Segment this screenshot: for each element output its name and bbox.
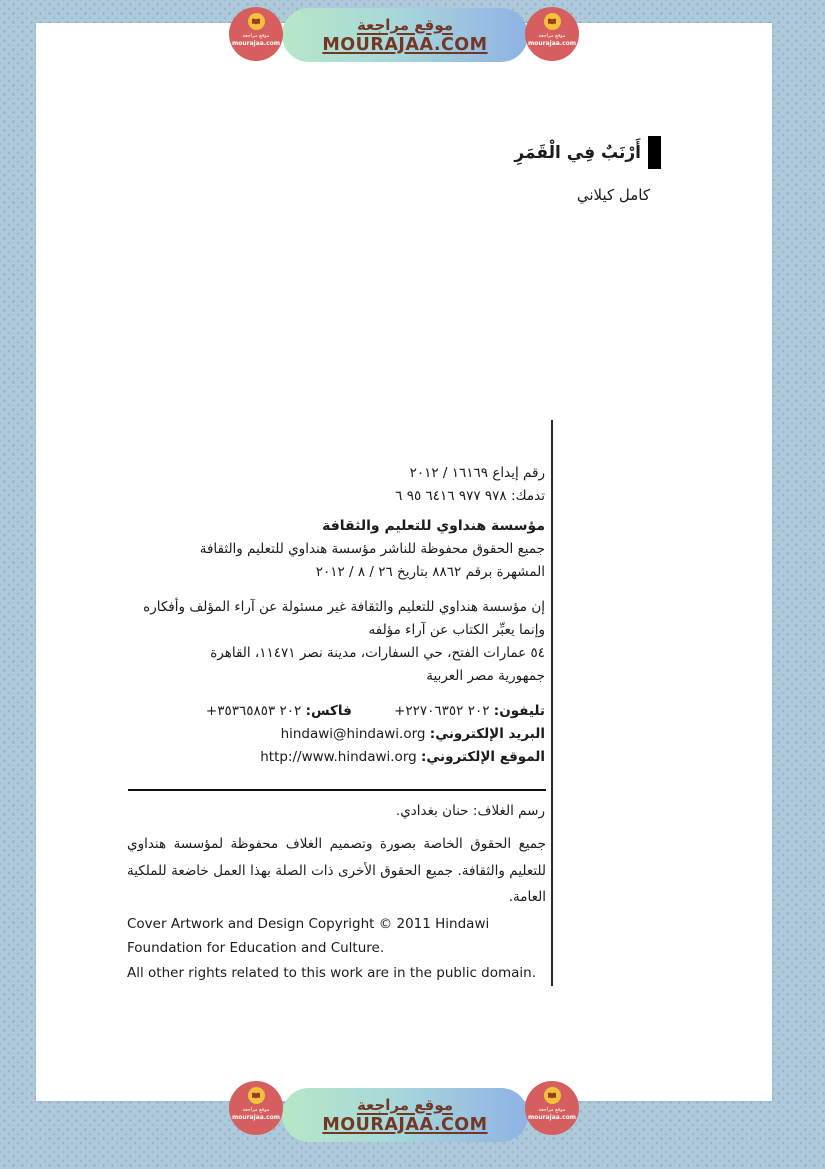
imprint-vertical-divider [551,420,553,986]
disclaimer-line-2: وإنما يعبِّر الكتاب عن آراء مؤلفه [368,622,545,638]
english-line-1: Cover Artwork and Design Copyright © 2011 Hindawi [127,916,490,932]
isbn-line: تدمك: ٩٧٨ ٩٧٧ ٦٤١٦ ٩٥ ٦ [395,488,545,504]
badge-site-name: موقع مراجعة [242,33,270,39]
address-line-2: جمهورية مصر العربية [426,668,545,684]
watermark-badge [525,7,579,61]
fax-number: +٢٠٢ ٣٥٣٦٥٨٥٣ [205,703,302,719]
badge-site-name: موقع مراجعة [538,33,566,39]
watermark-badge [525,1081,579,1135]
book-icon [544,13,561,30]
deposit-line: رقم إيداع ١٦١٦٩ / ٢٠١٢ [409,465,545,481]
english-line-3: All other rights related to this work are in the public domain. [127,964,537,981]
book-title: أَرْنَبٌ فِي الْقَمَرِ [514,142,641,163]
title-marker-bar [648,136,661,169]
watermark-banner-bottom [282,1088,528,1142]
book-title-row [514,136,661,169]
watermark-site-name: موقع مراجعة [356,15,454,34]
book-icon [248,13,265,30]
address-line-1: ٥٤ عمارات الفتح، حي السفارات، مدينة نصر ١١٤٧١، القاهرة [210,645,545,661]
phone-number: +٢٠٢ ٢٢٧٠٦٣٥٢ [394,703,490,719]
watermark-banner-top [282,8,528,62]
badge-domain: mourajaa.com [231,40,281,47]
english-copyright-block [127,912,536,985]
imprint-block [143,462,545,769]
cover-rights-paragraph: جميع الحقوق الخاصة بصورة وتصميم الغلاف محفوظة لمؤسسة هنداوي للتعليم والثقافة. جميع الحقوق الأخرى ذات الصلة بهذا العمل خاضعة للملكية العامة. [127,836,546,905]
watermark-badge [229,1081,283,1135]
disclaimer-line-1: إن مؤسسة هنداوي للتعليم والثقافة غير مسئولة عن آراء المؤلف وأفكاره [143,599,545,615]
book-icon [544,1087,561,1104]
badge-domain: mourajaa.com [527,1114,577,1121]
email-line: البريد الإلكتروني: hindawi@hindawi.org [280,726,545,742]
publisher-name: مؤسسة هنداوي للتعليم والثقافة [322,518,545,534]
rights-line: جميع الحقوق محفوظة للناشر مؤسسة هنداوي للتعليم والثقافة [199,541,545,557]
email-address: hindawi@hindawi.org [280,726,426,742]
badge-domain: mourajaa.com [231,1114,281,1121]
cover-artist-line: رسم الغلاف: حنان بغدادي. [395,803,545,819]
watermark-domain: MOURAJAA.COM [322,1114,488,1135]
registration-line: المشهرة برقم ٨٨٦٢ بتاريخ ٢٦ / ٨ / ٢٠١٢ [315,564,545,580]
book-author: كامل كيلاني [576,186,650,204]
fax-segment: فاكس: +٢٠٢ ٣٥٣٦٥٨٥٣ [205,703,352,719]
website-line: الموقع الإلكتروني: http://www.hindawi.org [260,749,545,765]
phone-segment: تليفون: +٢٠٢ ٢٢٧٠٦٣٥٢ [394,703,545,719]
horizontal-rule [128,789,546,791]
english-line-2: Foundation for Education and Culture. [127,940,385,957]
website-url: http://www.hindawi.org [260,749,417,765]
isbn-number: ٩٧٨ ٩٧٧ ٦٤١٦ ٩٥ ٦ [395,488,507,504]
watermark-badge [229,7,283,61]
deposit-number: ١٦١٦٩ / ٢٠١٢ [409,465,489,481]
badge-site-name: موقع مراجعة [538,1107,566,1113]
badge-domain: mourajaa.com [527,40,577,47]
watermark-domain: MOURAJAA.COM [322,34,488,55]
watermark-site-name: موقع مراجعة [356,1095,454,1114]
phone-fax-line [143,700,545,723]
badge-site-name: موقع مراجعة [242,1107,270,1113]
book-icon [248,1087,265,1104]
